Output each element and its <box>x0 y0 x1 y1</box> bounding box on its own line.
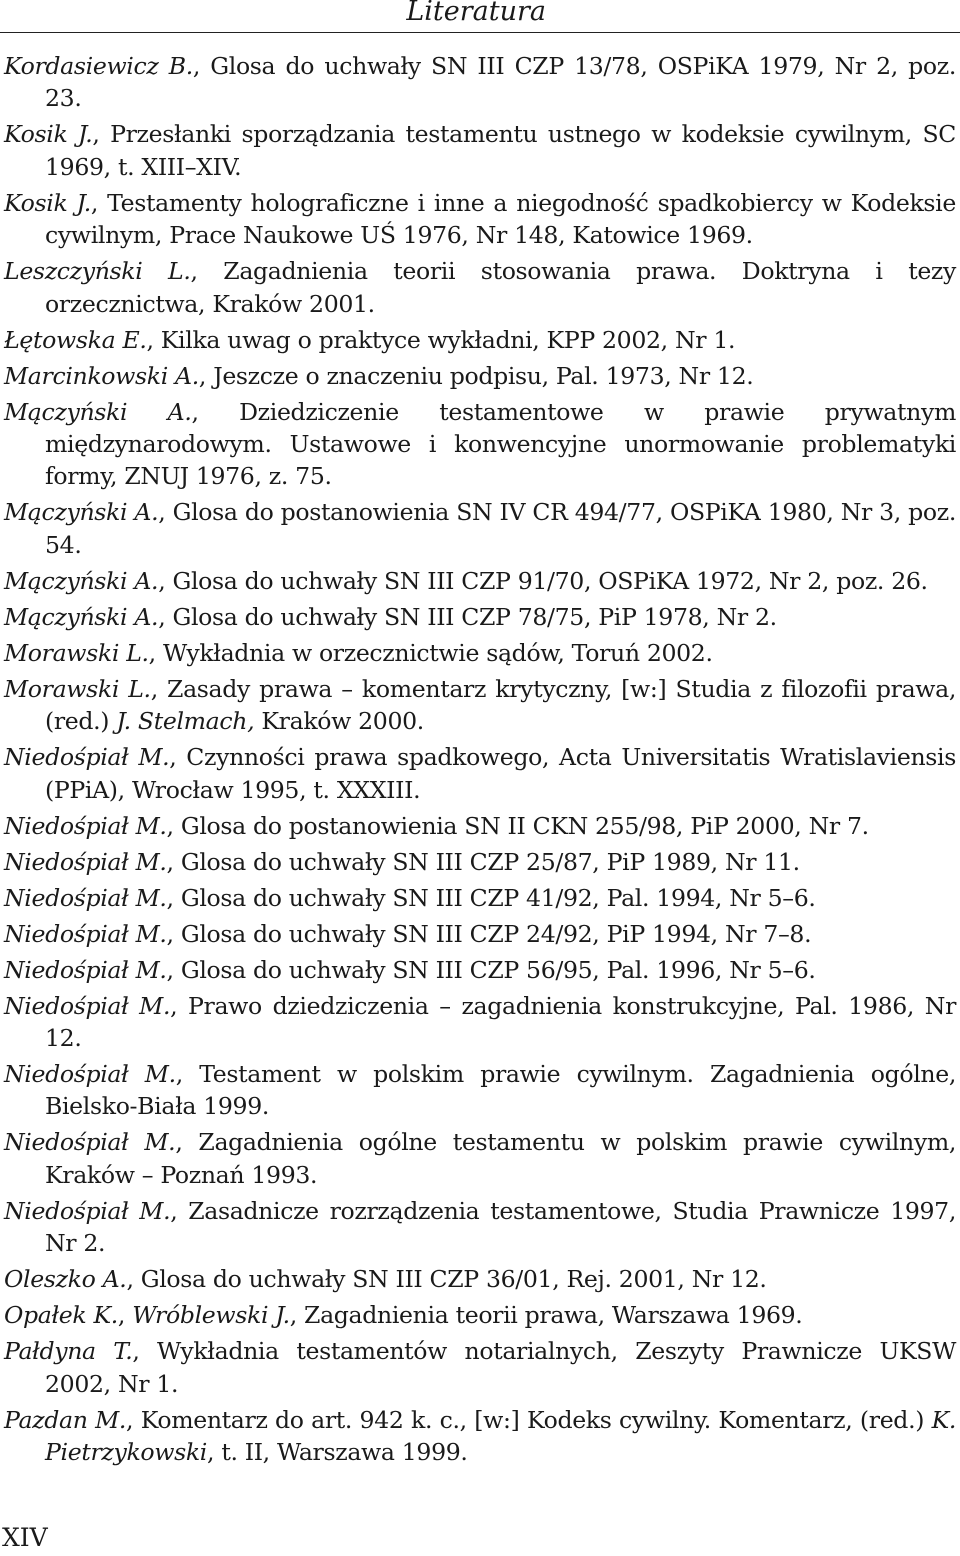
bibliography-entry <box>4 1404 956 1469</box>
bibliography-entry <box>4 1263 956 1295</box>
page-number: XIV <box>2 1523 48 1552</box>
entry-text: , Zagadnienia ogólne testamentu w polskim prawie cywilnym, Kraków – Poznań 1993. <box>45 1128 957 1189</box>
bibliography-entry <box>4 360 956 392</box>
entry-author: Niedośpiał M. <box>4 955 167 984</box>
entry-text: , Glosa do postanowienia SN IV CR 494/77, OSPiKA 1980, Nr 3, poz. 54. <box>45 498 956 559</box>
entry-editor: J. Stelmach, <box>116 707 255 736</box>
entry-text: , Glosa do uchwały SN III CZP 25/87, PiP 1989, Nr 11. <box>166 847 800 876</box>
entry-text: , Zagadnienia teorii stosowania prawa. Doktryna i tezy orzecznictwa, Kraków 2001. <box>45 257 956 318</box>
entry-coauthor: Wróblewski J. <box>132 1301 290 1330</box>
bibliography-entry <box>4 396 956 493</box>
entry-text: , Zasady prawa – komentarz krytyczny, [w:] Studia z filozofii prawa, (red.) <box>45 674 957 736</box>
bibliography-entry <box>4 601 956 633</box>
entry-text: , Testamenty holograficzne i inne a niegodność spadkobiercy w Kodeksie cywilnym, Prace Naukowe UŚ 1976, Nr 148, Katowice 1969. <box>45 188 956 250</box>
entry-text: , Glosa do uchwały SN III CZP 41/92, Pal. 1994, Nr 5–6. <box>166 883 816 912</box>
bibliography-entry <box>4 565 956 597</box>
entry-author: Niedośpiał M. <box>4 991 171 1020</box>
entry-author: Niedośpiał M. <box>4 1060 176 1089</box>
bibliography-entry <box>4 1058 956 1123</box>
entry-author: Mączyński A. <box>4 397 192 426</box>
bibliography-entry <box>4 810 956 842</box>
bibliography-entry <box>4 637 956 669</box>
entry-author: Kosik J. <box>4 188 91 217</box>
bibliography-entry <box>4 1126 956 1191</box>
entry-text: , Glosa do uchwały SN III CZP 91/70, OSPiKA 1972, Nr 2, poz. 26. <box>158 566 928 595</box>
entry-tail: Kraków 2000. <box>254 707 424 736</box>
entry-author: Morawski L. <box>4 674 151 703</box>
entry-editor: K. Pietrzykowski <box>45 1405 957 1467</box>
entry-text: , Wykładnia w orzecznictwie sądów, Toruń 2002. <box>148 638 713 667</box>
entry-author: Kordasiewicz B. <box>4 52 193 80</box>
bibliography-entry <box>4 954 956 986</box>
bibliography-list <box>4 50 956 1472</box>
entry-text: , <box>117 1301 133 1330</box>
bibliography-entry <box>4 741 956 806</box>
entry-author: Oleszko A. <box>4 1265 127 1294</box>
entry-text: , Dziedziczenie testamentowe w prawie prywatnym międzynarodowym. Ustawowe i konwencyjne unormowanie problematyki formy, ZNUJ 1976, z. 75. <box>45 397 957 491</box>
entry-text: , Przesłanki sporządzania testamentu ustnego w kodeksie cywilnym, SC 1969, t. XIII–XIV. <box>45 120 956 181</box>
entry-text: , Kilka uwag o praktyce wykładni, KPP 2002, Nr 1. <box>146 325 736 354</box>
entry-author: Niedośpiał M. <box>4 1196 171 1225</box>
entry-text: , Glosa do uchwały SN III CZP 56/95, Pal. 1996, Nr 5–6. <box>166 955 816 984</box>
entry-author: Mączyński A. <box>4 498 159 527</box>
bibliography-entry <box>4 918 956 950</box>
entry-author: Niedośpiał M. <box>4 883 167 912</box>
entry-author: Leszczyński L. <box>4 257 191 286</box>
entry-author: Pałdyna T. <box>4 1337 133 1366</box>
entry-author: Pazdan M. <box>4 1405 127 1434</box>
entry-text: , Prawo dziedziczenia – zagadnienia konstrukcyjne, Pal. 1986, Nr 12. <box>45 991 956 1053</box>
entry-author: Kosik J. <box>4 120 93 149</box>
entry-text: , Wykładnia testamentów notarialnych, Zeszyty Prawnicze UKSW 2002, Nr 1. <box>45 1337 956 1398</box>
entry-author: Morawski L. <box>4 638 149 667</box>
bibliography-entry <box>4 846 956 878</box>
entry-text: , Glosa do uchwały SN III CZP 24/92, PiP 1994, Nr 7–8. <box>166 919 812 948</box>
entry-author: Łętowska E. <box>4 325 147 354</box>
entry-text: , Komentarz do art. 942 k. c., [w:] Kodeks cywilny. Komentarz, (red.) <box>126 1405 932 1434</box>
entry-text: , Glosa do uchwały SN III CZP 36/01, Rej. 2001, Nr 12. <box>126 1265 767 1294</box>
running-header <box>0 0 960 33</box>
bibliography-entry <box>4 496 956 561</box>
entry-author: Niedośpiał M. <box>4 919 167 948</box>
bibliography-entry <box>4 1195 956 1260</box>
bibliography-entry <box>4 187 956 252</box>
entry-text: , Glosa do uchwały SN III CZP 78/75, PiP 1978, Nr 2. <box>158 602 777 631</box>
bibliography-entry <box>4 882 956 914</box>
entry-text: , Glosa do postanowienia SN II CKN 255/98, PiP 2000, Nr 7. <box>166 811 869 840</box>
entry-author: Niedośpiał M. <box>4 811 167 840</box>
bibliography-entry <box>4 118 956 183</box>
entry-author: Niedośpiał M. <box>4 1128 176 1157</box>
bibliography-entry <box>4 324 956 356</box>
bibliography-entry <box>4 1299 956 1331</box>
bibliography-entry <box>4 50 956 115</box>
entry-author: Mączyński A. <box>4 566 159 595</box>
entry-text: , Testament w polskim prawie cywilnym. Zagadnienia ogólne, Bielsko-Biała 1999. <box>45 1060 956 1121</box>
entry-author: Niedośpiał M. <box>4 847 167 876</box>
entry-tail: , t. II, Warszawa 1999. <box>207 1438 468 1467</box>
entry-text: , Glosa do uchwały SN III CZP 13/78, OSPiKA 1979, Nr 2, poz. 23. <box>45 52 956 113</box>
entry-author: Mączyński A. <box>4 602 159 631</box>
entry-text: , Jeszcze o znaczeniu podpisu, Pal. 1973, Nr 12. <box>198 361 754 390</box>
entry-author: Opałek K. <box>4 1301 118 1330</box>
header-title: Literatura <box>406 0 546 27</box>
entry-author: Niedośpiał M. <box>4 743 170 772</box>
entry-author: Marcinkowski A. <box>4 361 199 390</box>
entry-text: , Zasadnicze rozrządzenia testamentowe, Studia Prawnicze 1997, Nr 2. <box>45 1196 956 1258</box>
bibliography-entry <box>4 255 956 320</box>
bibliography-entry <box>4 1335 956 1400</box>
entry-tail: , Zagadnienia teorii prawa, Warszawa 1969. <box>289 1301 803 1330</box>
entry-text: , Czynności prawa spadkowego, Acta Universitatis Wratislaviensis (PPiA), Wrocław 1995, t. XXXIII. <box>45 743 957 804</box>
bibliography-entry <box>4 990 956 1055</box>
bibliography-entry <box>4 673 956 738</box>
